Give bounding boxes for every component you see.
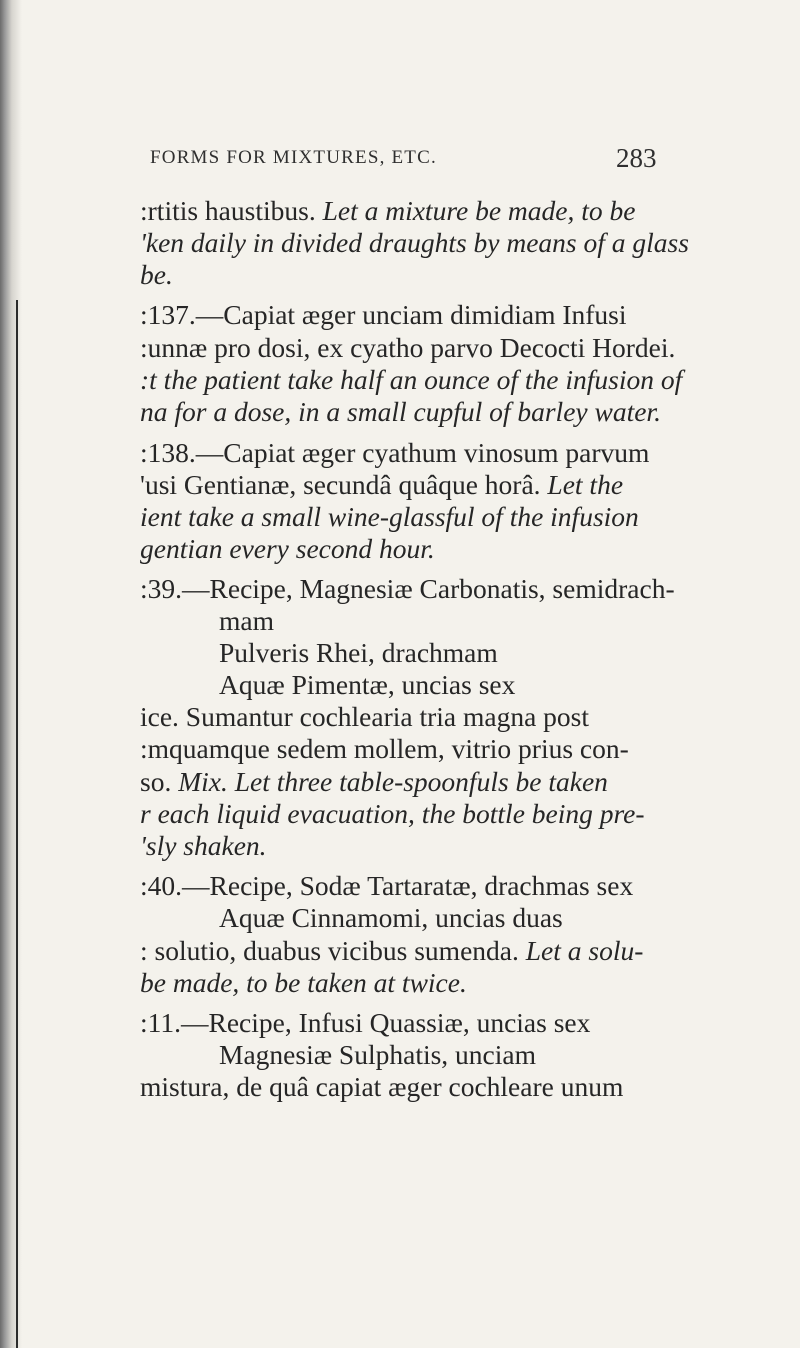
roman-text: mistura, de quâ capiat æger cochleare unum — [140, 1071, 624, 1102]
italic-translation-text: be made, to be taken at twice. — [140, 967, 467, 998]
roman-text: :39.—Recipe, Magnesiæ Carbonatis, semidrach- — [140, 573, 675, 604]
italic-translation-text: ient take a small wine-glassful of the infusion — [140, 501, 639, 532]
roman-text: :138.—Capiat æger cyathum vinosum parvum — [140, 437, 650, 468]
text-line — [140, 869, 633, 903]
text-line — [219, 668, 515, 702]
roman-text: :mquamque sedem mollem, vitrio prius con- — [140, 733, 629, 764]
text-line — [140, 363, 682, 397]
text-line — [140, 765, 608, 799]
text-line — [140, 298, 627, 332]
text-line — [219, 901, 563, 935]
roman-text: :11.—Recipe, Infusi Quassiæ, uncias sex — [140, 1007, 591, 1038]
roman-text: ice. Sumantur cochlearia tria magna post — [140, 701, 589, 732]
text-line — [140, 395, 661, 429]
italic-translation-text: 'ken daily in divided draughts by means of a glass — [140, 227, 689, 258]
text-line — [140, 700, 589, 734]
text-line — [140, 572, 675, 606]
text-line — [140, 436, 649, 470]
roman-text: Magnesiæ Sulphatis, unciam — [219, 1039, 536, 1070]
roman-text: :unnæ pro dosi, ex cyatho parvo Decocti Hordei. — [140, 332, 676, 363]
italic-translation-text: na for a dose, in a small cupful of barley water. — [140, 396, 661, 427]
text-line — [140, 500, 639, 534]
text-line — [219, 636, 498, 670]
roman-text: :40.—Recipe, Sodæ Tartaratæ, drachmas sex — [140, 870, 634, 901]
roman-text: : solutio, duabus vicibus sumenda. — [140, 935, 526, 966]
running-title: FORMS FOR MIXTURES, ETC. — [150, 147, 437, 168]
roman-text: :137.—Capiat æger unciam dimidiam Infusi — [140, 299, 627, 330]
text-line — [140, 1070, 623, 1104]
italic-translation-text: r each liquid evacuation, the bottle being pre- — [140, 798, 645, 829]
italic-translation-text: 'sly shaken. — [140, 830, 267, 861]
italic-translation-text: gentian every second hour. — [140, 533, 435, 564]
page-number: 283 — [616, 143, 657, 173]
text-line — [140, 468, 623, 502]
roman-text: mam — [219, 605, 274, 636]
text-line — [140, 934, 643, 968]
text-line — [140, 797, 645, 831]
binding-edge-line — [16, 300, 18, 1348]
text-line — [140, 258, 173, 292]
binding-gutter — [0, 0, 22, 1348]
roman-text: so. — [140, 766, 179, 797]
italic-translation-text: be. — [140, 259, 173, 290]
text-line — [140, 966, 467, 1000]
text-line — [140, 226, 689, 260]
italic-translation-text: Let a solu- — [525, 935, 644, 966]
italic-translation-text: Let a mixture be made, to be — [322, 195, 636, 226]
text-line — [140, 331, 675, 365]
text-line — [140, 732, 629, 766]
text-line — [140, 1006, 590, 1040]
italic-translation-text: :t the patient take half an ounce of the infusion of — [140, 364, 683, 395]
text-line — [140, 532, 435, 566]
roman-text: Aquæ Pimentæ, uncias sex — [219, 669, 516, 700]
text-line — [140, 194, 635, 228]
italic-translation-text: Let the — [547, 469, 624, 500]
italic-translation-text: Mix. Let three table-spoonfuls be taken — [178, 766, 608, 797]
text-line — [219, 604, 274, 638]
text-line — [140, 829, 267, 863]
roman-text: Aquæ Cinnamomi, uncias duas — [219, 902, 563, 933]
roman-text: :rtitis haustibus. — [140, 195, 323, 226]
roman-text: Pulveris Rhei, drachmam — [219, 637, 498, 668]
text-line — [219, 1038, 536, 1072]
roman-text: 'usi Gentianæ, secundâ quâque horâ. — [140, 469, 548, 500]
